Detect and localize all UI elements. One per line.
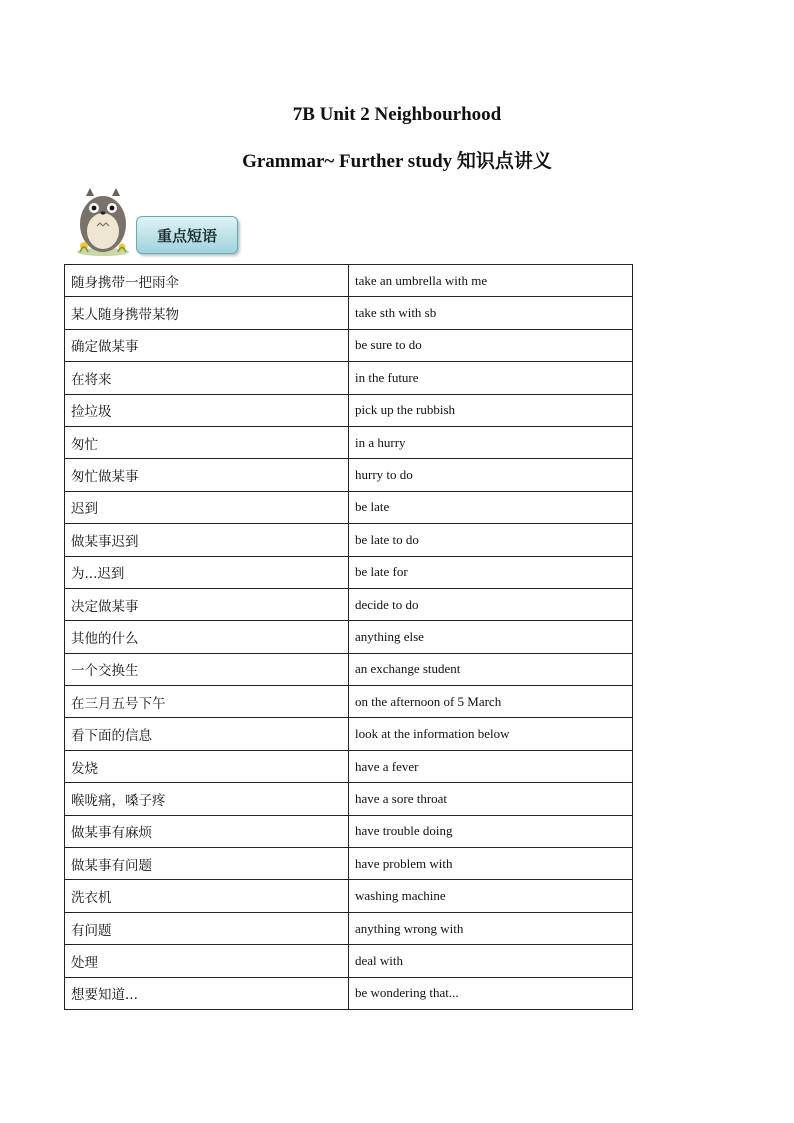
phrase-english: on the afternoon of 5 March	[349, 686, 633, 718]
phrase-english: anything wrong with	[349, 912, 633, 944]
table-row	[65, 783, 633, 815]
phrase-chinese: 在三月五号下午	[65, 686, 349, 718]
phrase-chinese: 确定做某事	[65, 329, 349, 361]
phrase-chinese: 看下面的信息	[65, 718, 349, 750]
phrase-chinese: 想要知道...	[65, 977, 349, 1009]
table-row	[65, 815, 633, 847]
phrase-chinese: 为...迟到	[65, 556, 349, 588]
table-row	[65, 977, 633, 1009]
phrase-chinese: 决定做某事	[65, 588, 349, 620]
table-row	[65, 394, 633, 426]
phrase-english: an exchange student	[349, 653, 633, 685]
phrase-chinese: 匆忙做某事	[65, 459, 349, 491]
page-title: 7B Unit 2 Neighbourhood	[292, 104, 502, 125]
phrase-english: have problem with	[349, 848, 633, 880]
phrase-english: be sure to do	[349, 329, 633, 361]
phrase-chinese: 有问题	[65, 912, 349, 944]
totoro-mascot-icon	[72, 186, 134, 256]
phrase-chinese: 某人随身携带某物	[65, 297, 349, 329]
phrase-english: have trouble doing	[349, 815, 633, 847]
table-row	[65, 297, 633, 329]
phrase-chinese: 在将来	[65, 362, 349, 394]
phrase-english: in the future	[349, 362, 633, 394]
phrase-english: be late	[349, 491, 633, 523]
table-row	[65, 524, 633, 556]
phrase-english: be late for	[349, 556, 633, 588]
table-row	[65, 750, 633, 782]
phrase-english: decide to do	[349, 588, 633, 620]
table-row	[65, 426, 633, 458]
table-row	[65, 848, 633, 880]
phrase-chinese: 捡垃圾	[65, 394, 349, 426]
page-subtitle: Grammar~ Further study 知识点讲义	[242, 151, 552, 172]
phrase-english: be wondering that...	[349, 977, 633, 1009]
table-row	[65, 621, 633, 653]
phrase-chinese: 发烧	[65, 750, 349, 782]
phrase-chinese: 洗衣机	[65, 880, 349, 912]
phrase-chinese: 做某事有麻烦	[65, 815, 349, 847]
phrase-english: pick up the rubbish	[349, 394, 633, 426]
phrase-english: have a sore throat	[349, 783, 633, 815]
table-row	[65, 718, 633, 750]
phrase-chinese: 随身携带一把雨伞	[65, 265, 349, 297]
section-badge: 重点短语	[136, 216, 238, 254]
phrase-chinese: 匆忙	[65, 426, 349, 458]
phrase-english: anything else	[349, 621, 633, 653]
table-row	[65, 686, 633, 718]
phrase-chinese: 做某事迟到	[65, 524, 349, 556]
phrase-table	[64, 264, 633, 1010]
phrase-english: take sth with sb	[349, 297, 633, 329]
table-row	[65, 329, 633, 361]
phrase-english: deal with	[349, 945, 633, 977]
phrase-english: take an umbrella with me	[349, 265, 633, 297]
table-row	[65, 912, 633, 944]
table-row	[65, 653, 633, 685]
table-row	[65, 556, 633, 588]
table-row	[65, 880, 633, 912]
phrase-chinese: 一个交换生	[65, 653, 349, 685]
phrase-english: washing machine	[349, 880, 633, 912]
phrase-english: in a hurry	[349, 426, 633, 458]
table-row	[65, 588, 633, 620]
table-row	[65, 265, 633, 297]
phrase-chinese: 喉咙痛，嗓子疼	[65, 783, 349, 815]
phrase-english: have a fever	[349, 750, 633, 782]
phrase-english: be late to do	[349, 524, 633, 556]
phrase-chinese: 其他的什么	[65, 621, 349, 653]
table-row	[65, 459, 633, 491]
phrase-english: look at the information below	[349, 718, 633, 750]
phrase-chinese: 迟到	[65, 491, 349, 523]
table-row	[65, 491, 633, 523]
phrase-chinese: 做某事有问题	[65, 848, 349, 880]
phrase-english: hurry to do	[349, 459, 633, 491]
phrase-chinese: 处理	[65, 945, 349, 977]
table-row	[65, 362, 633, 394]
table-row	[65, 945, 633, 977]
